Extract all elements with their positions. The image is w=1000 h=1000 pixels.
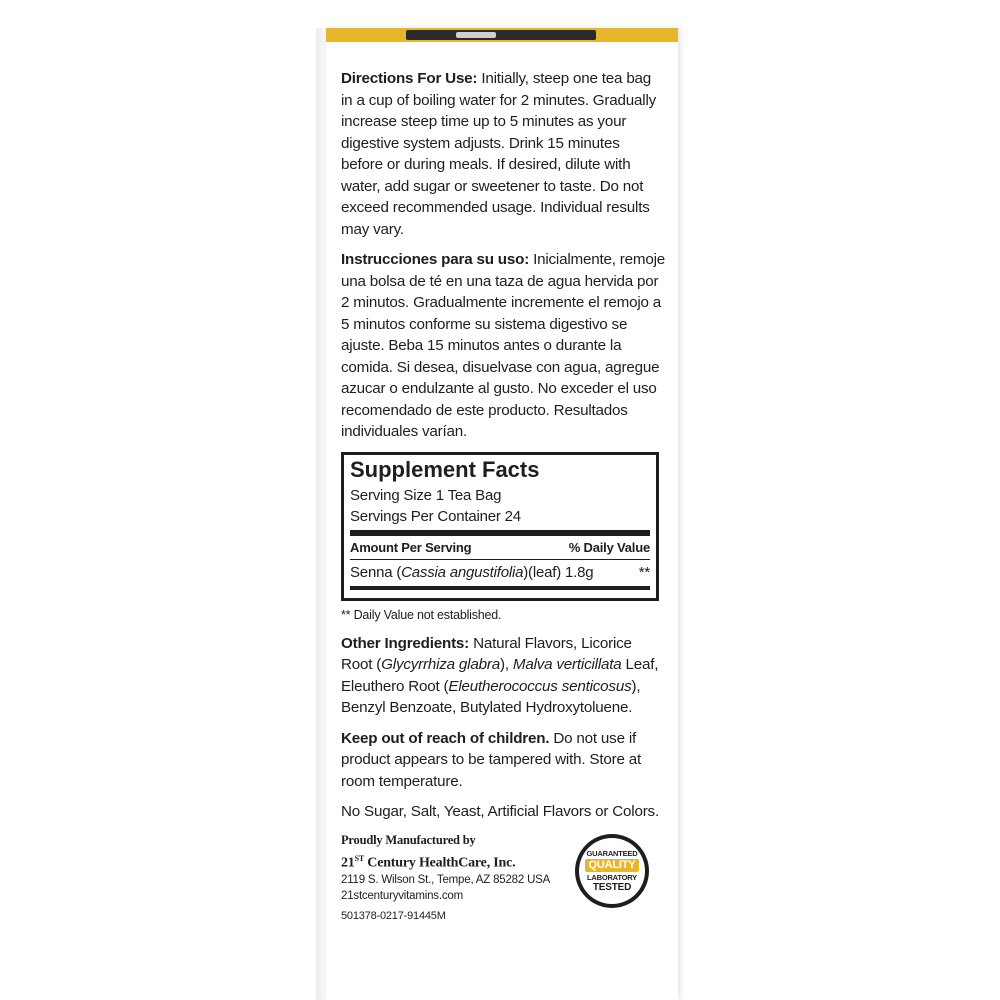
instrucciones-paragraph [341, 249, 665, 443]
other-ingredients-latin-1: Glycyrrhiza glabra [381, 656, 500, 673]
seal-tested: TESTED [592, 881, 632, 893]
manufacturer-block [341, 832, 665, 925]
supplement-facts-panel [341, 452, 659, 601]
facts-divider-bottom [350, 586, 650, 590]
seal-guaranteed: GUARANTEED [586, 848, 638, 858]
other-ingredients-latin-3: Eleutherococcus senticosus [448, 677, 632, 695]
other-ingredients-label: Other Ingredients: [341, 634, 470, 652]
product-code: 501378-0217-91445M [341, 910, 446, 923]
servings-per-container: Servings Per Container 24 [350, 507, 521, 525]
warning-label: Keep out of reach of children. [341, 729, 550, 747]
supplement-facts-title: Supplement Facts [350, 456, 540, 482]
ingredient-latin: Cassia angustifolia [401, 563, 524, 581]
label-content [341, 68, 665, 924]
amount-per-serving-header: Amount Per Serving [350, 539, 472, 555]
warning-text: Do not use if product appears to be tampered with. Store at room temperature. [341, 729, 641, 790]
top-graphic-dark [406, 30, 596, 40]
ingredient-dv: ** [638, 563, 650, 581]
other-ingredients-text-4: ), Benzyl Benzoate, Butylated Hydroxytoluene. [341, 677, 641, 716]
instrucciones-label: Instrucciones para su uso: [341, 251, 530, 268]
box-top-graphic [326, 28, 678, 42]
facts-divider-thick [350, 530, 650, 536]
company-prefix: 21 [341, 855, 355, 871]
serving-size: Serving Size 1 Tea Bag [350, 486, 502, 504]
other-ingredients-text-1: Natural Flavors, Licorice Root ( [341, 634, 632, 673]
company-address: 2119 S. Wilson St., Tempe, AZ 85282 USA [341, 874, 551, 887]
instrucciones-text: Inicialmente, remoje una bolsa de té en una taza de agua hervida por 2 minutos. Gradualmente incremente el remojo a 5 minutos conforme su sistema digestivo se ajuste. Beba 15 minutos antes o durante la comida. Si desea, disuelvase con agua, agregue azucar o endulzante al gusto. No exceder el uso recomendado de este producto. Resultados individuales varían. [341, 251, 665, 440]
ingredient-name: Senna ( [350, 563, 402, 581]
seal-laboratory: LABORATORY [587, 872, 637, 882]
facts-divider-thin [350, 559, 650, 560]
company-website: 21stcenturyvitamins.com [341, 890, 463, 903]
no-sugar-statement: No Sugar, Salt, Yeast, Artificial Flavors or Colors. [341, 803, 659, 820]
facts-column-headers [350, 539, 650, 557]
product-box-panel [326, 28, 678, 1000]
quality-seal-inner [579, 838, 645, 904]
quality-seal-icon [575, 834, 649, 908]
other-ingredients-text-2: ), [499, 656, 513, 673]
ingredient-label [350, 562, 593, 584]
ingredient-amount: )(leaf) 1.8g [523, 563, 594, 581]
facts-footnote: ** Daily Value not established. [341, 607, 502, 622]
directions-paragraph [341, 68, 665, 240]
manufactured-by: Proudly Manufactured by [341, 832, 476, 847]
company-rest: Century HealthCare, Inc. [364, 855, 516, 871]
warning-paragraph [341, 728, 665, 793]
directions-text: Initially, steep one tea bag in a cup of boiling water for 2 minutes. Gradually increase steep time up to 5 minutes as your digestive system adjusts. Drink 15 minutes before or during meals. If desired, dilute with water, add sugar or sweetener to taste. Do not exceed recommended usage. Individual results may vary. [341, 70, 657, 238]
other-ingredients-text-3: Leaf, Eleuthero Root ( [341, 656, 659, 695]
seal-quality: QUALITY [585, 859, 640, 872]
other-ingredients-paragraph [341, 633, 665, 719]
daily-value-header: % Daily Value [568, 539, 650, 555]
top-graphic-light [456, 32, 496, 38]
directions-label: Directions For Use: [341, 70, 478, 87]
facts-ingredient-row [350, 562, 650, 584]
other-ingredients-latin-2: Malva verticillata [512, 656, 622, 673]
company-superscript: ST [354, 853, 364, 863]
